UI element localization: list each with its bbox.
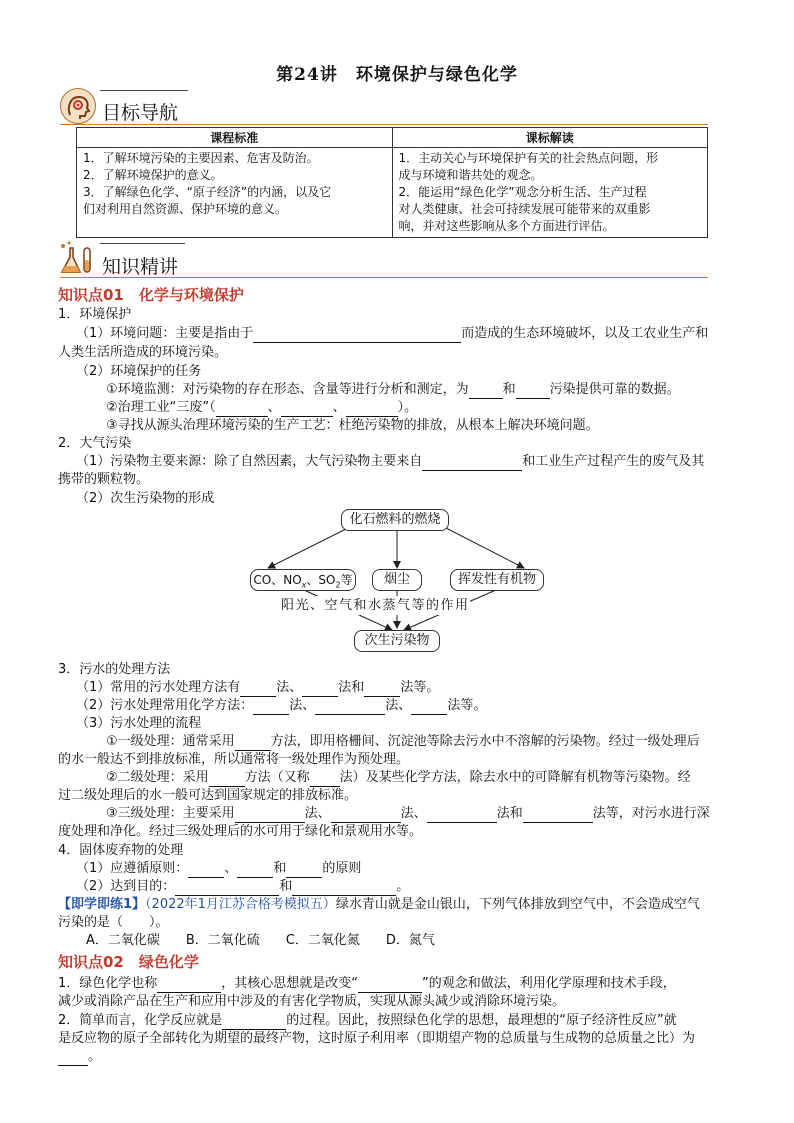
answer-blank[interactable] [427, 808, 497, 823]
answer-blank[interactable] [364, 682, 400, 697]
answer-blank[interactable] [175, 881, 279, 896]
text-line: 过二级处理后的水一般可达到国家规定的排放标准。 [58, 788, 358, 803]
answer-blank[interactable] [240, 682, 276, 697]
text-fragment: 、 [267, 400, 281, 415]
text-fragment: ②二级处理：采用 [106, 770, 209, 785]
text-fragment: 。 [88, 1049, 102, 1064]
text-fragment: 和 [279, 879, 293, 894]
section-title-knowledge: 知识精讲 [102, 256, 179, 278]
interpretation-line: 2．能运用“绿色化学”观念分析生活、生产过程 [398, 185, 647, 199]
text-fragment: （1）环境问题：主要是指由于 [76, 326, 254, 341]
interpretation-line: 响，并对这些影响从多个方面进行评估。 [398, 219, 615, 233]
text-line: 的水一般达不到排放标准，所以通常将一级处理作为预处理。 [58, 752, 410, 767]
interpretation-line: 1．主动关心与环境保护有关的社会热点问题，形 [398, 151, 659, 165]
text-fragment: 。 [396, 879, 410, 894]
answer-blank[interactable] [222, 1015, 286, 1030]
text-fragment: 方法，即用格栅间、沉淀池等除去污水中不溶解的污染物。经过一级处理后 [270, 734, 700, 749]
answer-blank[interactable] [411, 700, 447, 715]
text-fragment: 和 [502, 382, 516, 397]
text-fragment: 法、 [276, 680, 303, 695]
heading-solid-waste: 4．固体废弃物的处理 [58, 843, 184, 858]
diagram-node-secondary-pollutant: 次生污染物 [354, 630, 440, 652]
subheading: （2）次生污染物的形成 [76, 491, 215, 506]
page-title: 第24讲 环境保护与绿色化学 [276, 65, 518, 85]
answer-blank[interactable] [188, 863, 224, 878]
knowledge-point-02-title: 知识点02 绿色化学 [58, 953, 199, 971]
text-fragment: 2．简单而言，化学反应就是 [58, 1013, 223, 1028]
text-line [76, 877, 409, 896]
text-line [76, 696, 486, 715]
knowledge-point-01-title: 知识点01 化学与环境保护 [58, 286, 244, 304]
text-fragment: 绿水青山就是金山银山，下列气体排放到空气中，不会造成空气 [335, 897, 700, 912]
answer-blank[interactable] [58, 1051, 88, 1066]
heading-sewage-treatment: 3．污水的处理方法 [58, 662, 171, 677]
text-fragment: ）。 [397, 400, 418, 415]
text-fragment: 法、 [385, 698, 412, 713]
interpretation-line: 成与环境和谐共处的观念。 [398, 168, 543, 182]
text-fragment: 法、 [289, 698, 316, 713]
text-line: ③寻找从源头治理环境污染的生产工艺：杜绝污染物的排放，从根本上解决环境问题。 [106, 418, 599, 433]
heading-environmental-protection: 1．环境保护 [58, 307, 132, 322]
text-fragment: （1）常用的污水处理方法有 [76, 680, 241, 695]
text-fragment: 污染提供可靠的数据。 [549, 382, 680, 397]
answer-blank[interactable] [331, 808, 401, 823]
text-fragment: ①一级处理：通常采用 [106, 734, 235, 749]
text-line [76, 859, 361, 878]
text-fragment: 方法（又称 [244, 770, 310, 785]
text-fragment: ”的观念和做法，利用化学原理和技术手段， [422, 976, 676, 991]
text-fragment: 法等，对污水进行深 [592, 806, 710, 821]
text-fragment: 法等。 [447, 698, 487, 713]
answer-blank[interactable] [253, 700, 289, 715]
text-fragment: 、 [224, 861, 238, 876]
text-fragment: 而造成的生态环境破坏，以及工农业生产和 [461, 326, 709, 341]
answer-blank[interactable] [315, 700, 385, 715]
text-line [58, 1011, 677, 1030]
text-line [106, 768, 691, 787]
text-fragment: 法）及某些化学方法，除去水中的可降解有机物等污染物。经 [339, 770, 691, 785]
answer-blank[interactable] [235, 736, 271, 751]
text-line [106, 732, 700, 751]
text-line: 污染的是（ ）。 [58, 915, 169, 930]
answer-blank[interactable] [237, 863, 273, 878]
diagram-node-gases: CO、$NO_x$、$SO_2$等 [250, 569, 356, 591]
answer-blank[interactable] [358, 978, 422, 993]
practice-question [58, 895, 700, 914]
text-fragment: 法、 [304, 806, 331, 821]
diagram-node-fossil-fuel: 化石燃料的燃烧 [341, 509, 449, 531]
answer-blank[interactable] [286, 863, 322, 878]
heading-air-pollution: 2．大气污染 [58, 436, 132, 451]
text-fragment: ，其核心思想就是改变“ [221, 976, 359, 991]
table-header: 课标解读 [392, 128, 708, 148]
text-line [58, 974, 676, 993]
answer-blank[interactable] [310, 772, 340, 787]
answer-blank[interactable] [209, 772, 245, 787]
subheading: （2）环境保护的任务 [76, 364, 202, 379]
answer-blank[interactable] [523, 808, 593, 823]
practice-options: A．二氧化碳 B．二氧化硫 C．二氧化氮 D．氮气 [86, 933, 435, 948]
text-fragment: 的过程。因此，按照绿色化学的思想，最理想的“原子经济性反应”就 [286, 1013, 677, 1028]
text-line [76, 678, 439, 697]
text-fragment: （1）污染物主要来源：除了自然因素，大气污染物主要来自 [76, 454, 423, 469]
text-fragment: 和工业生产过程产生的废气及其 [522, 454, 705, 469]
text-fragment: （1）应遵循原则： [76, 861, 189, 876]
answer-blank[interactable] [292, 881, 396, 896]
text-fragment: ③三级处理：主要采用 [106, 806, 235, 821]
standard-line: 2．了解环境保护的意义。 [83, 168, 223, 182]
text-line: 度处理和净化。经过三级处理后的水可用于绿化和景观用水等。 [58, 824, 423, 839]
text-fragment: 法等。 [400, 680, 440, 695]
diagram-node-smoke-dust: 烟尘 [372, 569, 422, 591]
text-fragment: 和 [273, 861, 287, 876]
answer-blank[interactable] [235, 808, 305, 823]
text-fragment: 的原则 [322, 861, 362, 876]
text-fragment: 法、 [400, 806, 427, 821]
diagram-node-voc: 挥发性有机物 [450, 569, 544, 591]
text-line: 减少或消除产品在生产和应用中涉及的有害化学物质，实现从源头减少或消除环境污染。 [58, 994, 566, 1009]
practice-source: （2022年1月江苏合格考模拟五） [145, 897, 336, 912]
text-fragment: （2）达到目的： [76, 879, 176, 894]
standard-line: 们对利用自然资源、保护环境的意义。 [83, 202, 288, 216]
diagram-condition-label: 阳光、空气和水蒸气等的作用 [281, 598, 470, 613]
standard-line: 1．了解环境污染的主要因素、危害及防治。 [83, 151, 319, 165]
text-fragment: 法和 [338, 680, 365, 695]
text-fragment: 1．绿色化学也称 [58, 976, 158, 991]
text-fragment: ②治理工业“三废”（ [106, 400, 216, 415]
interpretation-line: 对人类健康、社会可持续发展可能带来的双重影 [398, 202, 651, 216]
text-fragment: 法和 [496, 806, 523, 821]
answer-blank[interactable] [302, 682, 338, 697]
text-line: 是反应物的原子全部转化为期望的最终产物，这时原子利用率（即期望产物的总质量与生成物的总质量之比）为 [58, 1031, 696, 1046]
standard-line: 3．了解绿色化学、“原子经济”的内涵，以及它 [83, 185, 332, 199]
text-line [106, 804, 710, 823]
subheading: （3）污水处理的流程 [76, 716, 202, 731]
table-header: 课程标准 [77, 128, 393, 148]
practice-tag: 【即学即练1】 [58, 897, 146, 912]
text-fragment: ①环境监测：对污染物的存在形态、含量等进行分析和测定，为 [106, 382, 469, 397]
text-line: 人类生活所造成的环境污染。 [58, 345, 228, 360]
text-fragment: （2）污水处理常用化学方法： [76, 698, 254, 713]
text-fragment: 、 [332, 400, 346, 415]
answer-blank[interactable] [157, 978, 221, 993]
section-title-goals: 目标导航 [102, 102, 179, 124]
text-line: 携带的颗粒物。 [58, 472, 150, 487]
text-line [58, 1047, 101, 1066]
